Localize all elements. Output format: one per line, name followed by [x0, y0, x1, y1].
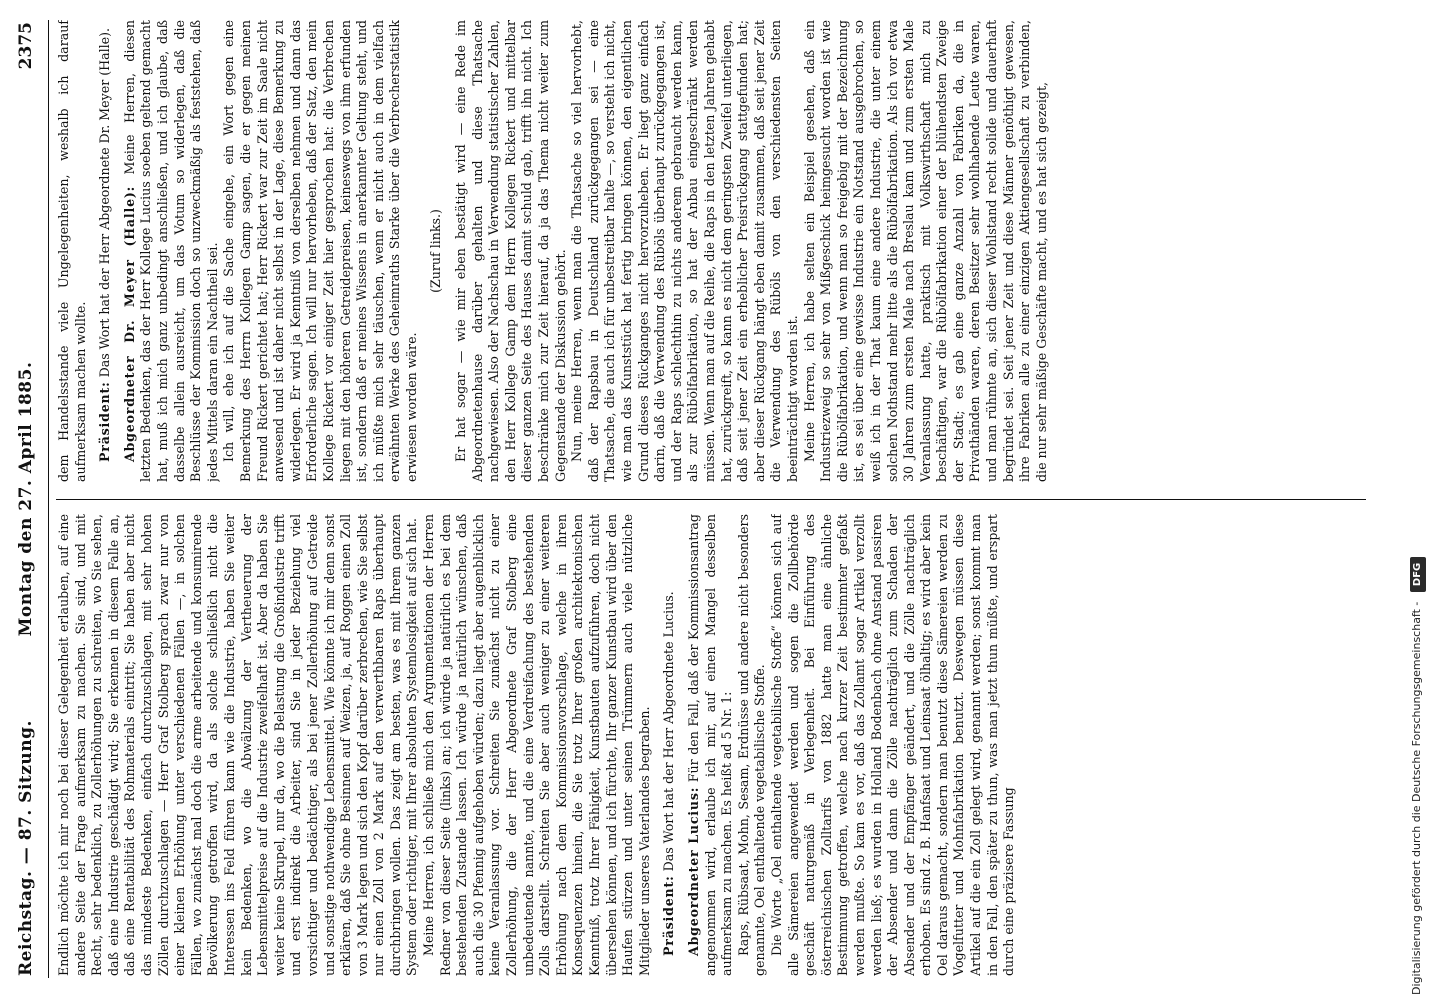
body-paragraph: Raps, Rübsaat, Mohn, Sesam, Erdnüsse und andere nicht besonders genannte, Oel enthaltende vegetabilische Stoffe.	[735, 514, 768, 976]
body-paragraph: Ich will, ehe ich auf die Sache eingehe, ein Wort gegen eine Bemerkung des Herrn Kollegen Gamp sagen, die er gegen meinen Freund Rickert gerichtet hat; Herr Rickert war zur Zeit im Saale nicht anwesend und ist daher nicht selbst in der Lage, diese Bemerkung zu widerlegen. Er wird ja Kenntniß von derselben nehmen und dann das Erforderliche sagen. Ich will nur hervorheben, daß der Satz, den mein Kollege Rickert vor einiger Zeit hier gesprochen hat: die Verbrechen liegen mit den höheren Getreidepreisen, keineswegs von ihm erfunden ist, sondern daß er meines Wissens in anerkannter Geltung steht, und ich müßte mich sehr täuschen, wenn er nicht auch in dem vielfach erwähnten Werke des Geheimraths Starke über die Verbrecherstatistik erwiesen worden wäre.	[221, 20, 419, 482]
speaker-paragraph	[122, 20, 222, 482]
column-divider	[56, 499, 1366, 500]
speaker-text: Das Wort hat der Herr Abgeordnete Dr. Meyer (Halle).	[97, 27, 113, 382]
speaker-paragraph	[97, 20, 114, 482]
speaker-name: Präsident:	[97, 381, 113, 462]
digitization-credit-text: Digitalisierung gefördert durch die Deutsche Forschungsgemeinschaft -	[1410, 601, 1423, 995]
speaker-name: Präsident:	[661, 875, 677, 956]
header-session: Reichstag. — 87. Sitzung.	[16, 720, 36, 976]
digitization-credit	[1406, 35, 1428, 995]
speaker-text: Meine Herren, diesen letzten Bedenken, das der Herr Kollege Lucius soeben geltend gemacht hat, muß ich mich ganz unbedingt anschließen, und ich glaube, daß dasselbe allein ausreicht, um das Votum so widerlegen, daß die Beschlüsse der Kommission doch so unzweckmäßig als feststehen, daß jedes Mittels daran ein Nachtheil sei.	[121, 20, 220, 482]
digitization-credit-strip	[1404, 0, 1432, 1000]
right-column	[56, 20, 1376, 482]
speaker-text: Für den Fall, daß der Kommissionsantrag angenommen wird, erlaube ich mir, auf einen Mangel desselben aufmerksam zu machen. Es heißt ad 5 Nr. 1:	[685, 514, 735, 976]
header-rule	[48, 20, 49, 978]
dfg-logo: DFG	[1410, 557, 1426, 592]
speaker-paragraph	[686, 514, 736, 976]
left-column	[56, 514, 1376, 976]
speaker-text: Das Wort hat der Herr Abgeordnete Lucius.	[661, 591, 677, 876]
speaker-name: Abgeordneter Lucius:	[685, 786, 701, 956]
body-paragraph: Die Worte „Oel enthaltende vegetabilische Stoffe“ können sich auf alle Sämereien angewendet werden und sogen die Zollbehörde geschäft naturgemäß in Verlegenheit. Bei Einführung des österreichischen Zolltarifs von 1882 hatte man eine ähnliche Bestimmung getroffen, welche nach kurzer Zeit bestimmter gefaßt werden mußte. So kam es vor, daß das Zollamt sogar Artikel verzollt werden ließ; es wurden in Holland Bodenbach ohne Anstand passiren der Absender und dann die Zölle nachträglich zum Schaden der Absender und der Empfänger geändert, und die Zölle nachträglich erhoben. Es sind z. B. Hanfsaat und Leinsaat ölhaltig; es wird aber kein Oel daraus gemacht, sondern man benutzt diese Sämereien werden zu Vogelfutter und Mohnfabrikation benutzt. Deswegen müssen diese Artikel auf die ein Zoll gelegt wird, genannt werden; sonst kommt man in den Fall, den später zu thun, was man jetzt thun müßte, und erspart durch eine präzisere Fassung	[768, 514, 1017, 976]
paragraph-gap	[678, 514, 686, 976]
body-paragraph: Er hat sogar — wie mir eben bestätigt wird — eine Rede im Abgeordnetenhause darüber gehalten und diese Thatsache nachgewiesen. Also der Nachschau in Verwendung statistischer Zahlen, den Herr Kollege Gamp dem Herrn Kollegen Rickert und mittelbar dieser ganzen Seite des Hauses damit schuld gab, trifft ihn nicht. Ich beschränke mich zur Zeit hierauf, da ja das Thema nicht weiter zum Gegenstande der Diskussion gehört.	[453, 20, 568, 482]
page-number: 2375	[16, 22, 36, 70]
body-paragraph: Nun, meine Herren, wenn man die Thatsache so viel hervorhebt, daß der Rapsbau in Deutschland zurückgegangen sei — eine Thatsache, die auch ich für unbestreitbar halte —, so versteht ich nicht, wie man das Kunststück hat fertig bringen können, den eigentlichen Grund dieses Rückganges nicht hervorzuheben. Er liegt ganz einfach darin, daß die Verwendung des Rüböls überhaupt zurückgegangen ist, und der Raps schlechthin zu nichts anderem gebraucht werden kann, als zur Rübölfabrikation, so hat der Anbau eingeschränkt werden müssen. Wenn man auf die Reihe, die Raps in den letzten Jahren gehabt hat, zurückgreift, so kann es nicht dem geringsten Zweifel unterliegen, daß seit jener Zeit ein erheblicher Preisrückgang stattgefunden hat; aber dieser Rückgang hängt eben damit zusammen, daß seit jener Zeit die Verwendung des Rüböls von den verschiedensten Seiten beeinträchtigt worden ist.	[569, 20, 800, 482]
body-paragraph: dem Handelsstande viele Ungelegenheiten, weshalb ich darauf aufmerksam machen wollte.	[56, 20, 88, 482]
interjection: (Zuruf links.)	[428, 209, 444, 293]
paragraph-gap	[653, 514, 661, 976]
paragraph-gap	[89, 20, 97, 482]
page-header	[16, 22, 42, 976]
body-paragraph: Endlich möchte ich mir noch bei dieser Gelegenheit erlauben, auf eine andere Seite der Frage aufmerksam zu machen. Sie sind, und mit Recht, sehr bedenklich, zu Zollerhöhungen zu schreiten, wo Sie sehen, daß eine Industrie geschädigt wird; Sie erkennen in diesem Falle an, daß eine Rentabilität des Rohmaterials eintritt; Sie haben aber nicht das mindeste Bedenken, einfach durchzuschlagen, mit sehr hohen Zöllen durchzuschlagen — Herr Graf Stolberg sprach zwar nur von einer kleinen Erhöhung unter verschiedenen Fällen —, in solchen Fällen, wo zunächst mal doch die arme arbeitende und konsumirende Bevölkerung getroffen wird, da als solche schließlich nicht die Interessen ins Feld führen kann wie die Industrie, haben Sie weiter kein Bedenken, wo die Abwälzung der Vertheuerung der Lebensmittelpreise auf die Industrie zweifelhaft ist. Aber da haben Sie weiter keine Skrupel, nur da, wo die Belastung die Großindustrie trifft und erst indirekt die Arbeiter, sind Sie in jeder Beziehung viel vorsichtiger und bedächtiger, als bei jener Zollerhöhung auf Getreide und sonstige nothwendige Lebensmittel. Wie könnte ich mir denn sonst erklären, daß Sie ohne Besinnen auf Weizen, ja, auf Roggen einen Zoll von 3 Mark legen und sich den Kopf darüber zerbrechen, wie Sie selbst nur einen Zoll von 2 Mark auf den verwerthbaren Raps überhaupt durchbringen wollen. Das zeigt am besten, was es mit Ihrem ganzen System oder richtiger, mit Ihrer absoluten Systemlosigkeit auf sich hat.	[56, 514, 420, 976]
speaker-paragraph	[661, 514, 678, 976]
speaker-name: Abgeordneter Dr. Meyer (Halle):	[121, 185, 137, 462]
header-date: Montag den 27. April 1885.	[16, 361, 36, 637]
body-paragraph: Meine Herren, ich habe selten ein Beispiel gesehen, daß ein Industriezweig so sehr von Mißgeschick heimgesucht worden ist wie die Rübölfabrikation, und wenn man so freigebig mit der Bezeichnung ist, es sei über eine gewisse Industrie ein Notstand ausgebrochen, so weiß ich in der That kaum eine andere Industrie, die unter einem solchen Nothstand mehr litte als die Rübölfabrikation. Als ich vor etwa 30 Jahren zum ersten Male nach Breslau kam und zum ersten Male Veranlassung hatte, praktisch mit Volkswirthschaft mich zu beschäftigen, war die Rübölfabrikation einer der blühendsten Zweige der Stadt; es gab eine ganze Anzahl von Fabriken da, die in Privathänden waren, deren Besitzer sehr wohlhabende Leute waren, und man rühmte an, sich dieser Wohlstand recht solide und dauerhaft begründet sei. Seit jener Zeit und diese Männer genöthigt gewesen, ihre Fabriken alle zu einer einzigen Aktiengesellschaft zu verbinden, die nur sehr mäßige Geschäfte macht, und es hat sich gezeigt,	[801, 20, 1049, 482]
body-paragraph: Meine Herren, ich schließe mich den Argumentationen der Herren Redner von dieser Seite (links) an; ich würde ja natürlich es bei dem bestehenden Zustande lassen. Ich würde ja natürlich wünschen, daß auch die 30 Pfennig aufgehoben würden; dazu liegt aber augenblicklich keine Veranlassung vor. Schreiten Sie zunächst nicht zu einer Zollerhöhung, die der Herr Abgeordnete Graf Stolberg eine unbedeutende nannte, und die eine Verdreifachung des bestehenden Zolls darstellt. Schreiten Sie aber auch weniger zu einer weiteren Erhöhung nach dem Kommissionsvorschlage, welche in ihren Konsequenzen hinein, die Sie trotz Ihrer großen architektonischen Kenntniß, trotz Ihrer Fähigkeit, Kunstbauten aufzuführen, doch nicht übersehen können, und ich fürchte, Ihr ganzer Kunstbau wird über den Haufen stürzen und unter seinen Trümmern auch viele nützliche Mitglieder unseres Vaterlandes begraben.	[421, 514, 652, 976]
paragraph-gap	[114, 20, 122, 482]
